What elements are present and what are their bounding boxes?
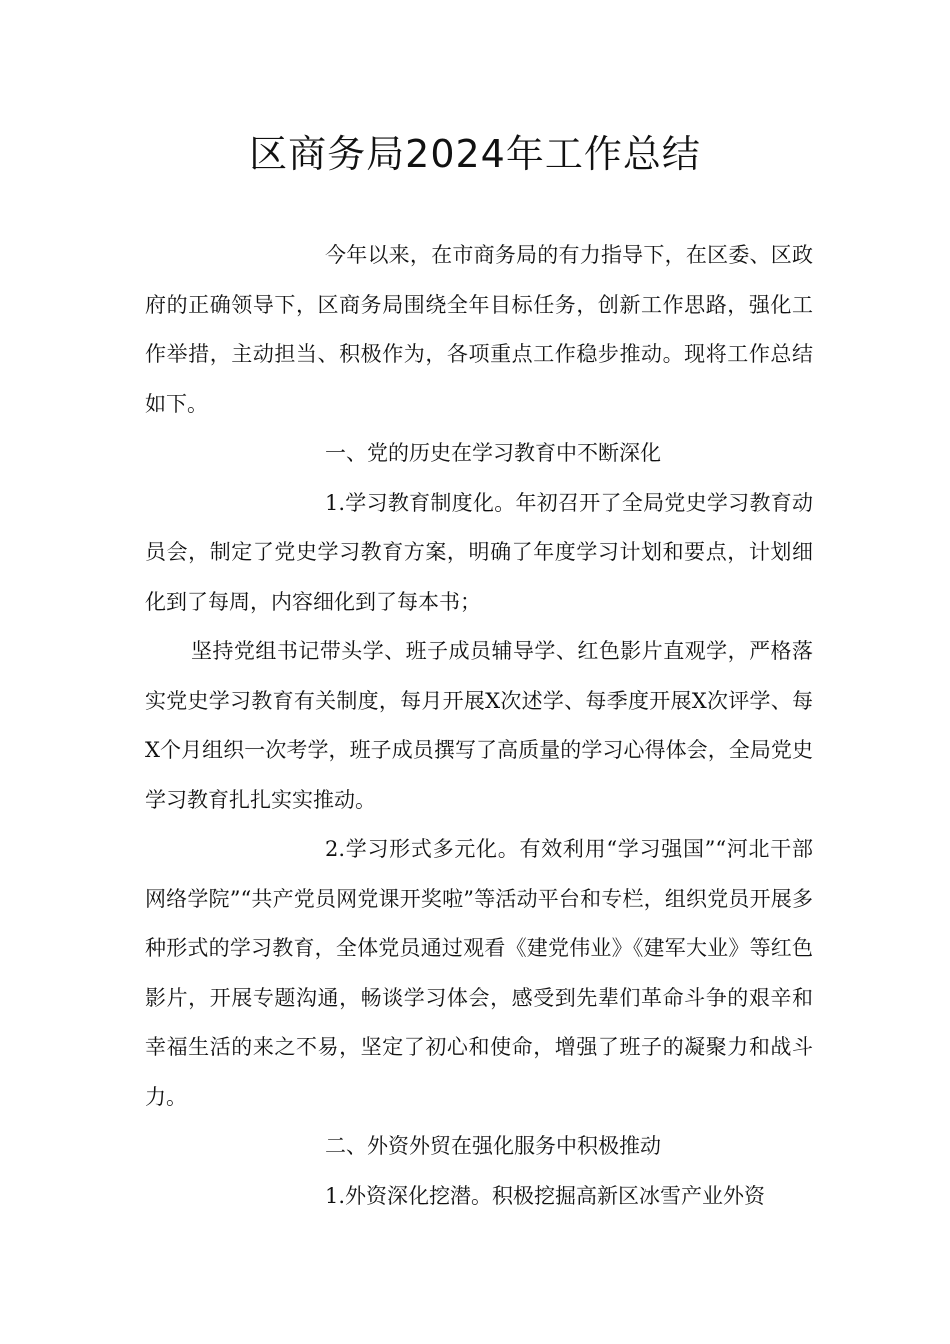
document-title: 区商务局2024年工作总结	[249, 132, 701, 176]
document-body	[145, 231, 813, 1221]
section-1-item-1-continued: 坚持党组书记带头学、班子成员辅导学、红色影片直观学，严格落实党史学习教育有关制度，每月开展X次述学、每季度开展X次评学、每X个月组织一次考学，班子成员撰写了高质量的学习心得体会，全局党史学习教育扎扎实实推动。	[145, 639, 813, 812]
section-1-item-2: 2.学习形式多元化。有效利用“学习强国”“河北干部网络学院”“共产党员网党课开奖啦”等活动平台和专栏，组织党员开展多种形式的学习教育，全体党员通过观看《建党伟业》《建军大业》等红色影片，开展专题沟通，畅谈学习体会，感受到先辈们革命斗争的艰辛和幸福生活的来之不易，坚定了初心和使命，增强了班子的凝聚力和战斗力。	[145, 837, 813, 1109]
section-1-item-1: 1.学习教育制度化。年初召开了全局党史学习教育动员会，制定了党史学习教育方案，明确了年度学习计划和要点，计划细化到了每周，内容细化到了每本书；	[145, 490, 813, 614]
section-1-heading: 一、党的历史在学习教育中不断深化	[325, 441, 661, 465]
intro-paragraph: 今年以来，在市商务局的有力指导下，在区委、区政府的正确领导下，区商务局围绕全年目标任务，创新工作思路，强化工作举措，主动担当、积极作为，各项重点工作稳步推动。现将工作总结如下。	[145, 243, 813, 416]
section-2-item-1: 1.外资深化挖潜。积极挖掘高新区冰雪产业外资	[325, 1183, 766, 1208]
section-2-heading: 二、外资外贸在强化服务中积极推动	[325, 1134, 661, 1158]
